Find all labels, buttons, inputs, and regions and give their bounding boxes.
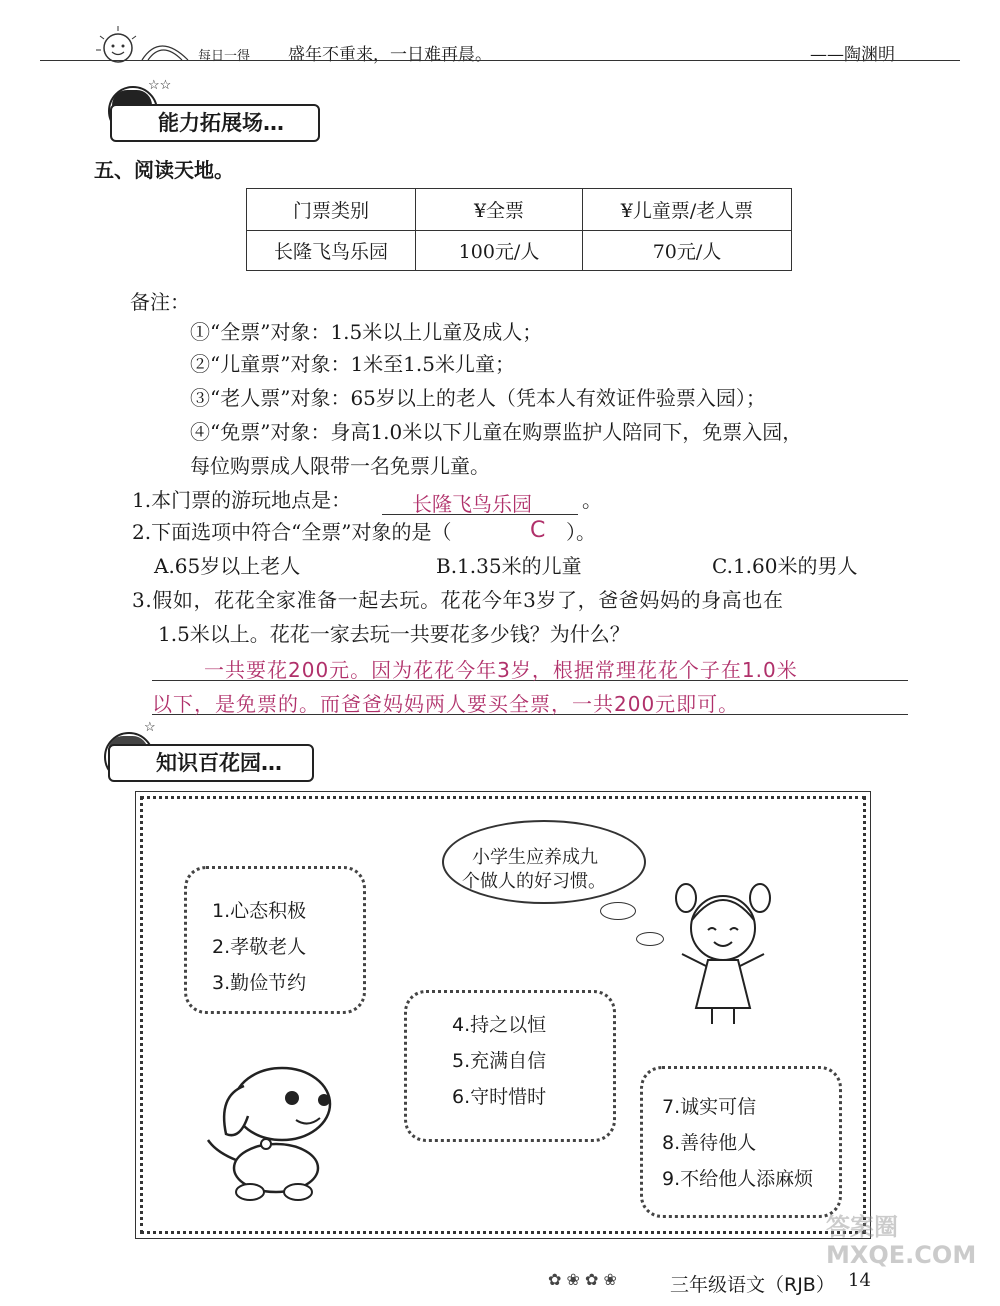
table-cell: 长隆飞鸟乐园 (247, 231, 416, 271)
q3-prompt: 3.假如，花花全家准备一起去玩。花花今年3岁了，爸爸妈妈的身高也在 (132, 588, 784, 612)
bubble-dot (636, 932, 664, 946)
table-header-cell: ¥全票 (416, 189, 583, 231)
puppy-illustration (196, 1056, 346, 1206)
table-cell: 100元/人 (416, 231, 583, 271)
header-rule (40, 60, 960, 61)
habit-item: 1.心态积极 (212, 900, 307, 922)
q2-option: C.1.60米的男人 (712, 554, 858, 578)
habit-item: 4.持之以恒 (452, 1014, 547, 1036)
watermark: 答案圈 MXQE.COM (826, 1213, 977, 1269)
footer-page-number: 14 (848, 1270, 871, 1291)
bubble-text: 个做人的好习惯。 (462, 871, 606, 892)
q1-end: 。 (582, 488, 602, 512)
note-item: ④“免票”对象：身高1.0米以下儿童在购票监护人陪同下，免票入园， (190, 420, 803, 444)
stars-icon: ☆☆ (148, 78, 172, 93)
bubble-dot (600, 902, 636, 920)
q2-option: B.1.35米的儿童 (436, 554, 582, 578)
q2-answer: C (530, 518, 546, 543)
table-header-cell: ¥儿童票/老人票 (583, 189, 792, 231)
q1-prompt: 1.本门票的游玩地点是： (132, 488, 352, 512)
habit-item: 2.孝敬老人 (212, 936, 307, 958)
q2-option: A.65岁以上老人 (154, 554, 301, 578)
ticket-table (246, 188, 792, 271)
question-title: 五、阅读天地。 (94, 158, 234, 182)
habit-item: 6.守时惜时 (452, 1086, 547, 1108)
q3-answer-cont: 以下，是免票的。而爸爸妈妈两人要买全票，一共200元即可。 (152, 692, 740, 716)
note-item: ③“老人票”对象：65岁以上的老人（凭本人有效证件验票入园）； (190, 386, 766, 410)
bubble-text: 小学生应养成九 (472, 847, 598, 868)
habit-item: 7.诚实可信 (662, 1096, 757, 1118)
habit-item: 9.不给他人添麻烦 (662, 1168, 814, 1190)
footer-book-title: 三年级语文（RJB） (670, 1274, 835, 1296)
table-cell: 70元/人 (583, 231, 792, 271)
habit-item: 5.充满自信 (452, 1050, 547, 1072)
q3-prompt-cont: 1.5米以上。花花一家去玩一共要花多少钱？为什么？ (158, 622, 630, 646)
q1-answer: 长隆飞鸟乐园 (412, 492, 532, 516)
note-item: 每位购票成人限带一名免票儿童。 (190, 454, 490, 478)
note-item: ②“儿童票”对象：1米至1.5米儿童； (190, 352, 515, 376)
header-tag: 每日一得 (198, 49, 251, 64)
section2-banner: 知识百花园… (108, 744, 314, 782)
q3-answer: 一共要花200元。因为花花今年3岁，根据常理花花个子在1.0米 (204, 658, 798, 682)
sun-decoration (92, 22, 192, 64)
q2-prompt: 2.下面选项中符合“全票”对象的是（ (132, 520, 452, 544)
habit-item: 8.善待他人 (662, 1132, 757, 1154)
table-header-cell: 门票类别 (247, 189, 416, 231)
footer-decoration: ✿ ❀ ✿ ❀ (548, 1270, 617, 1289)
notes-title: 备注： (130, 290, 190, 314)
girl-illustration (668, 880, 778, 1030)
note-item: ①“全票”对象：1.5米以上儿童及成人； (190, 320, 543, 344)
habit-item: 3.勤俭节约 (212, 972, 307, 994)
section1-banner: 能力拓展场… (110, 104, 320, 142)
header-author: ——陶渊明 (810, 45, 895, 65)
stars-icon: ☆ (144, 720, 156, 735)
header-quote: 盛年不重来，一日难再晨。 (288, 45, 492, 65)
q2-end: ）。 (566, 520, 596, 544)
